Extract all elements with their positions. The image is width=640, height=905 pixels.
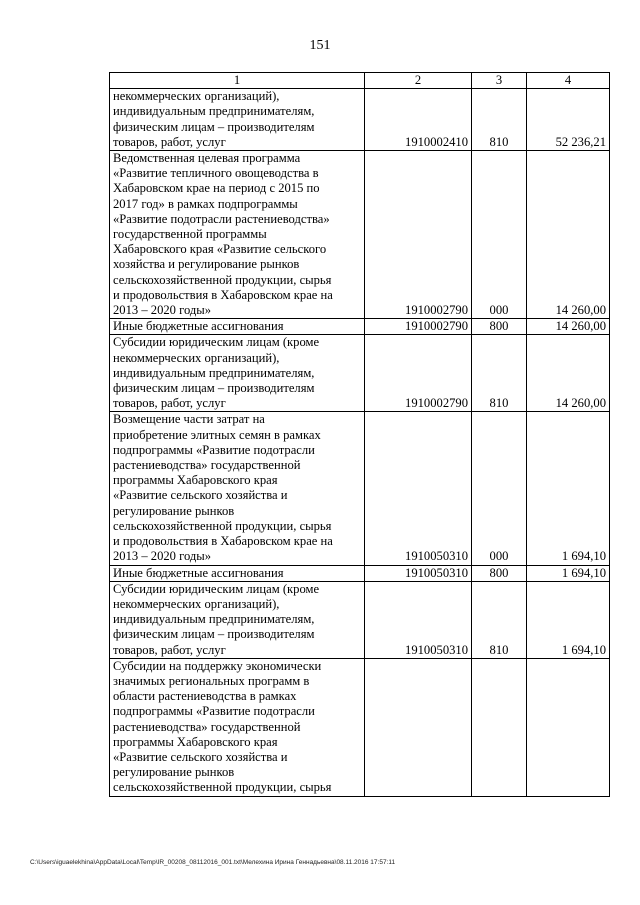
- table-row: [110, 89, 610, 151]
- row-description: [110, 581, 365, 658]
- description-line: программы Хабаровского края: [113, 473, 278, 488]
- description-line: «Развитие сельского хозяйства и: [113, 488, 288, 503]
- description-line: и продовольствия в Хабаровском крае на: [113, 534, 333, 549]
- row-target-code: 1910050310: [365, 412, 472, 565]
- table-row: [110, 412, 610, 565]
- table-row: [110, 335, 610, 412]
- description-line: Хабаровского края «Развитие сельского: [113, 242, 327, 257]
- description-line: Субсидии на поддержку экономически: [113, 658, 322, 673]
- row-description: [110, 412, 365, 565]
- row-expense-type: 000: [472, 151, 527, 319]
- description-line: 2017 год» в рамках подпрограммы: [113, 196, 298, 211]
- budget-table: [109, 72, 610, 797]
- description-line: регулирование рынков: [113, 765, 235, 780]
- description-line: индивидуальным предпринимателям,: [113, 104, 315, 119]
- header-col-4: 4: [527, 73, 610, 89]
- description-line: Иные бюджетные ассигнования: [113, 319, 284, 334]
- description-line: Ведомственная целевая программа: [113, 151, 301, 166]
- table-header-row: [110, 73, 610, 89]
- row-expense-type: 810: [472, 581, 527, 658]
- description-line: индивидуальным предпринимателям,: [113, 612, 315, 627]
- description-line: приобретение элитных семян в рамках: [113, 427, 321, 442]
- table-row: [110, 319, 610, 335]
- description-line: Возмещение части затрат на: [113, 412, 265, 427]
- description-line: сельскохозяйственной продукции, сырья: [113, 780, 332, 795]
- page-number: 151: [309, 38, 331, 53]
- row-target-code: 1910050310: [365, 581, 472, 658]
- row-amount: 52 236,21: [527, 89, 610, 151]
- table-row: [110, 581, 610, 658]
- description-line: области растениеводства в рамках: [113, 689, 297, 704]
- row-amount: 1 694,10: [527, 581, 610, 658]
- row-target-code: 1910002790: [365, 151, 472, 319]
- description-line: регулирование рынков: [113, 503, 235, 518]
- header-col-3: 3: [472, 73, 527, 89]
- row-amount: 14 260,00: [527, 151, 610, 319]
- description-line: подпрограммы «Развитие подотрасли: [113, 442, 315, 457]
- row-description: [110, 319, 365, 335]
- table-row: [110, 658, 610, 796]
- row-description: [110, 565, 365, 581]
- description-line: хозяйства и регулирование рынков: [113, 257, 300, 272]
- description-line: товаров, работ, услуг: [113, 642, 226, 657]
- description-line: товаров, работ, услуг: [113, 134, 226, 149]
- description-line: Хабаровском крае на период с 2015 по: [113, 181, 320, 196]
- row-amount: [527, 658, 610, 796]
- description-line: 2013 – 2020 годы»: [113, 549, 212, 564]
- row-target-code: 1910002790: [365, 335, 472, 412]
- description-line: программы Хабаровского края: [113, 734, 278, 749]
- description-line: некоммерческих организаций),: [113, 596, 280, 611]
- description-line: Субсидии юридическим лицам (кроме: [113, 335, 320, 350]
- description-line: физическим лицам – производителям: [113, 381, 315, 396]
- description-line: «Развитие тепличного овощеводства в: [113, 166, 319, 181]
- row-expense-type: 800: [472, 319, 527, 335]
- description-line: растениеводства» государственной: [113, 458, 301, 473]
- table-row: [110, 151, 610, 319]
- row-target-code: 1910002410: [365, 89, 472, 151]
- row-description: [110, 89, 365, 151]
- row-description: [110, 151, 365, 319]
- row-target-code: 1910002790: [365, 319, 472, 335]
- description-line: сельскохозяйственной продукции, сырья: [113, 518, 332, 533]
- row-expense-type: 810: [472, 89, 527, 151]
- description-line: Иные бюджетные ассигнования: [113, 565, 284, 580]
- row-expense-type: 810: [472, 335, 527, 412]
- description-line: и продовольствия в Хабаровском крае на: [113, 287, 333, 302]
- description-line: 2013 – 2020 годы»: [113, 303, 212, 318]
- row-expense-type: 000: [472, 412, 527, 565]
- description-line: некоммерческих организаций),: [113, 350, 280, 365]
- row-target-code: 1910050310: [365, 565, 472, 581]
- description-line: физическим лицам – производителям: [113, 119, 315, 134]
- description-line: Субсидии юридическим лицам (кроме: [113, 581, 320, 596]
- row-amount: 1 694,10: [527, 565, 610, 581]
- description-line: некоммерческих организаций),: [113, 89, 280, 104]
- row-amount: 14 260,00: [527, 319, 610, 335]
- description-line: государственной программы: [113, 227, 267, 242]
- description-line: растениеводства» государственной: [113, 719, 301, 734]
- row-expense-type: [472, 658, 527, 796]
- description-line: товаров, работ, услуг: [113, 396, 226, 411]
- table-row: [110, 565, 610, 581]
- description-line: сельскохозяйственной продукции, сырья: [113, 272, 332, 287]
- header-col-2: 2: [365, 73, 472, 89]
- description-line: подпрограммы «Развитие подотрасли: [113, 704, 315, 719]
- row-target-code: [365, 658, 472, 796]
- file-path-footer: C:\Users\iguaelekhina\AppData\Local\Temp\IR_00208_08112016_001.txt\Мелехина Ирина Геннадьевна\08.11.2016 17:57:11: [30, 859, 396, 866]
- header-col-1: 1: [110, 73, 365, 89]
- row-description: [110, 658, 365, 796]
- description-line: «Развитие сельского хозяйства и: [113, 749, 288, 764]
- description-line: значимых региональных программ в: [113, 673, 310, 688]
- row-amount: 1 694,10: [527, 412, 610, 565]
- description-line: индивидуальным предпринимателям,: [113, 365, 315, 380]
- row-amount: 14 260,00: [527, 335, 610, 412]
- description-line: физическим лицам – производителям: [113, 627, 315, 642]
- row-expense-type: 800: [472, 565, 527, 581]
- row-description: [110, 335, 365, 412]
- description-line: «Развитие подотрасли растениеводства»: [113, 211, 330, 226]
